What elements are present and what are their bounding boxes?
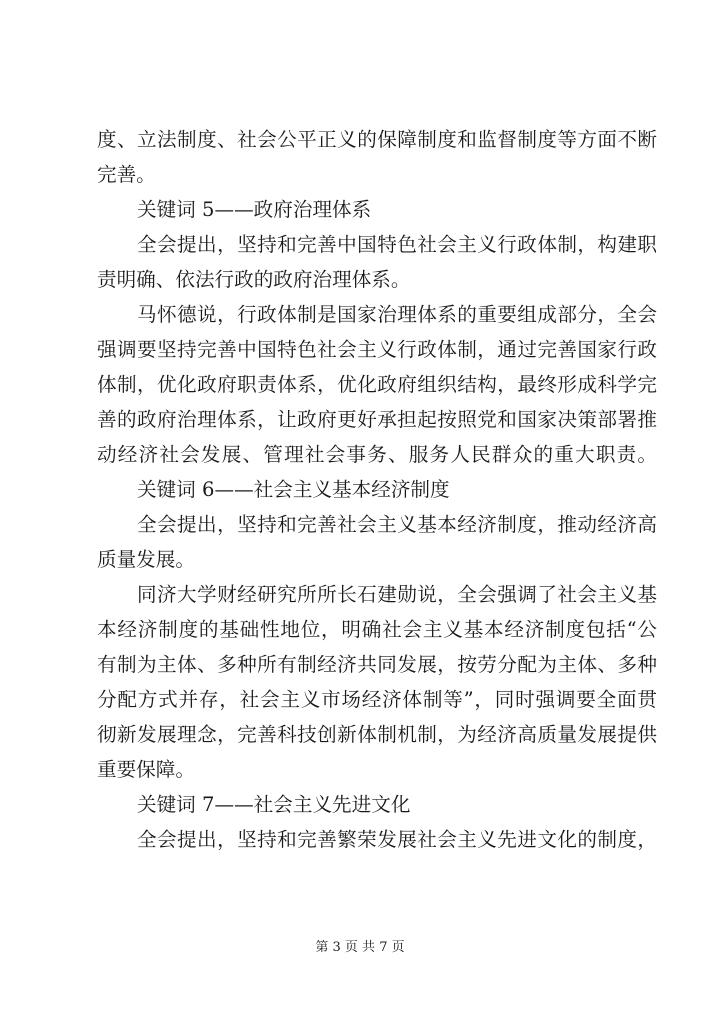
text-line: 全会提出，坚持和完善繁荣发展社会主义先进文化的制度， (137, 828, 657, 851)
text-line: 全会提出，坚持和完善中国特色社会主义行政体制，构建职 (137, 233, 657, 256)
text-line: 完善。 (97, 163, 156, 186)
text-line: 质量发展。 (97, 548, 195, 571)
section-heading: 关键词 7——社会主义先进文化 (137, 793, 411, 816)
text-line: 善的政府治理体系，让政府更好承担起按照党和国家决策部署推 (97, 408, 657, 431)
text-line: 责明确、依法行政的政府治理体系。 (97, 268, 411, 291)
text-line: 全会提出，坚持和完善社会主义基本经济制度，推动经济高 (137, 513, 657, 536)
section-heading: 关键词 5——政府治理体系 (137, 198, 372, 221)
text-line: 有制为主体、多种所有制经济共同发展，按劳分配为主体、多种 (97, 653, 657, 676)
text-line: 分配方式并存，社会主义市场经济体制等”，同时强调要全面贯 (97, 688, 657, 711)
document-body (97, 122, 657, 857)
text-line: 体制，优化政府职责体系，优化政府组织结构，最终形成科学完 (97, 373, 657, 396)
text-line: 强调要坚持完善中国特色社会主义行政体制，通过完善国家行政 (97, 338, 657, 361)
text-line: 度、立法制度、社会公平正义的保障制度和监督制度等方面不断 (97, 128, 657, 151)
page-number-footer: 第 3 页 共 7 页 (315, 940, 405, 955)
text-line: 彻新发展理念，完善科技创新体制机制，为经济高质量发展提供 (97, 723, 657, 746)
text-line: 马怀德说，行政体制是国家治理体系的重要组成部分，全会 (137, 303, 657, 326)
section-heading: 关键词 6——社会主义基本经济制度 (137, 478, 450, 501)
text-line: 重要保障。 (97, 758, 195, 781)
text-line: 本经济制度的基础性地位，明确社会主义基本经济制度包括“公 (97, 618, 657, 641)
text-line: 同济大学财经研究所所长石建勋说，全会强调了社会主义基 (137, 583, 657, 606)
text-line: 动经济社会发展、管理社会事务、服务人民群众的重大职责。 (97, 443, 657, 466)
